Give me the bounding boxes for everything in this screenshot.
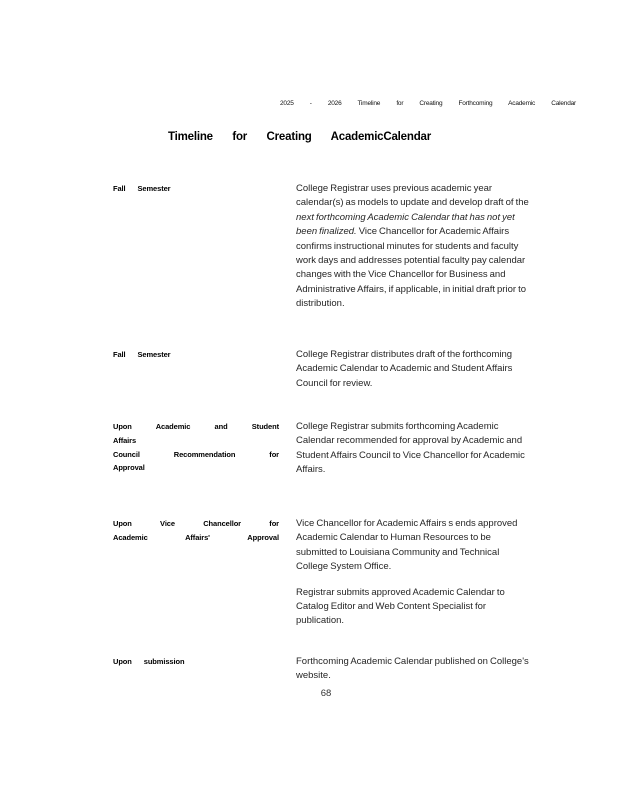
timeline-row-council-recommendation [113, 420, 533, 478]
paragraph [296, 348, 530, 391]
paragraph-text: Vice Chancellor for Academic Affairs s ends approved Academic Calendar to Human Resources to be submitted to Louisiana Community and Technical College System Office. [296, 518, 518, 573]
timeline-row-fall-semester-1 [113, 182, 533, 312]
paragraph-text: Registrar submits approved Academic Calendar to Catalog Editor and Web Content Specialist for publication. [296, 586, 505, 627]
paragraph [296, 517, 530, 575]
timeline-row-vice-chancellor-approval [113, 517, 533, 629]
row-label-line: Council Recommendation for [113, 449, 279, 459]
paragraph-text: Vice Chancellor for Academic Affairs confirms instructional minutes for students and faculty work days and addresses potential faculty pay calendar changes with the Vice Chancellor for Business and Administrative Affairs, if applicable, in initial draft prior to distribution. [296, 226, 526, 310]
row-label [113, 420, 279, 475]
row-label [113, 348, 279, 362]
row-body [296, 348, 530, 391]
row-label-line: Upon Academic and Student [113, 422, 279, 431]
row-label-line: Upon submission [113, 657, 185, 666]
paragraph-text-italic: next forthcoming Academic Calendar that has not yet been finalized. [296, 211, 515, 238]
row-label-line: Affairs [113, 435, 137, 445]
paragraph [296, 655, 530, 684]
page-number: 68 [320, 688, 332, 699]
paragraph-text: College Registrar distributes draft of the forthcoming Academic Calendar to Academic and Student Affairs Council for review. [296, 349, 513, 389]
timeline-row-upon-submission [113, 655, 533, 684]
paragraph-text: Forthcoming Academic Calendar published on College's website. [296, 656, 529, 682]
page-title: Timeline for Creating AcademicCalendar [168, 131, 431, 143]
row-body [296, 182, 530, 312]
row-label-line: Approval [113, 463, 145, 473]
paragraph-text: College Registrar uses previous academic year calendar(s) as models to update and develop draft of the [296, 183, 529, 209]
paragraph [296, 420, 530, 478]
running-header: 2025 - 2026 Timeline for Creating Forthcoming Academic Calendar [280, 100, 576, 107]
row-label [113, 655, 279, 669]
row-label [113, 517, 279, 545]
row-label-line: Fall Semester [113, 350, 171, 359]
paragraph [296, 182, 530, 312]
row-body [296, 420, 530, 478]
paragraph [296, 586, 530, 629]
row-label-line: Fall Semester [113, 184, 171, 193]
row-label [113, 182, 279, 196]
row-body [296, 517, 530, 629]
row-label-line: Academic Affairs' Approval [113, 532, 279, 542]
row-body [296, 655, 530, 684]
row-label-line: Upon Vice Chancellor for [113, 519, 279, 528]
timeline-row-fall-semester-2 [113, 348, 533, 391]
paragraph-text: College Registrar submits forthcoming Academic Calendar recommended for approval by Academic and Student Affairs Council to Vice Chancellor for Academic Affairs. [296, 421, 525, 476]
